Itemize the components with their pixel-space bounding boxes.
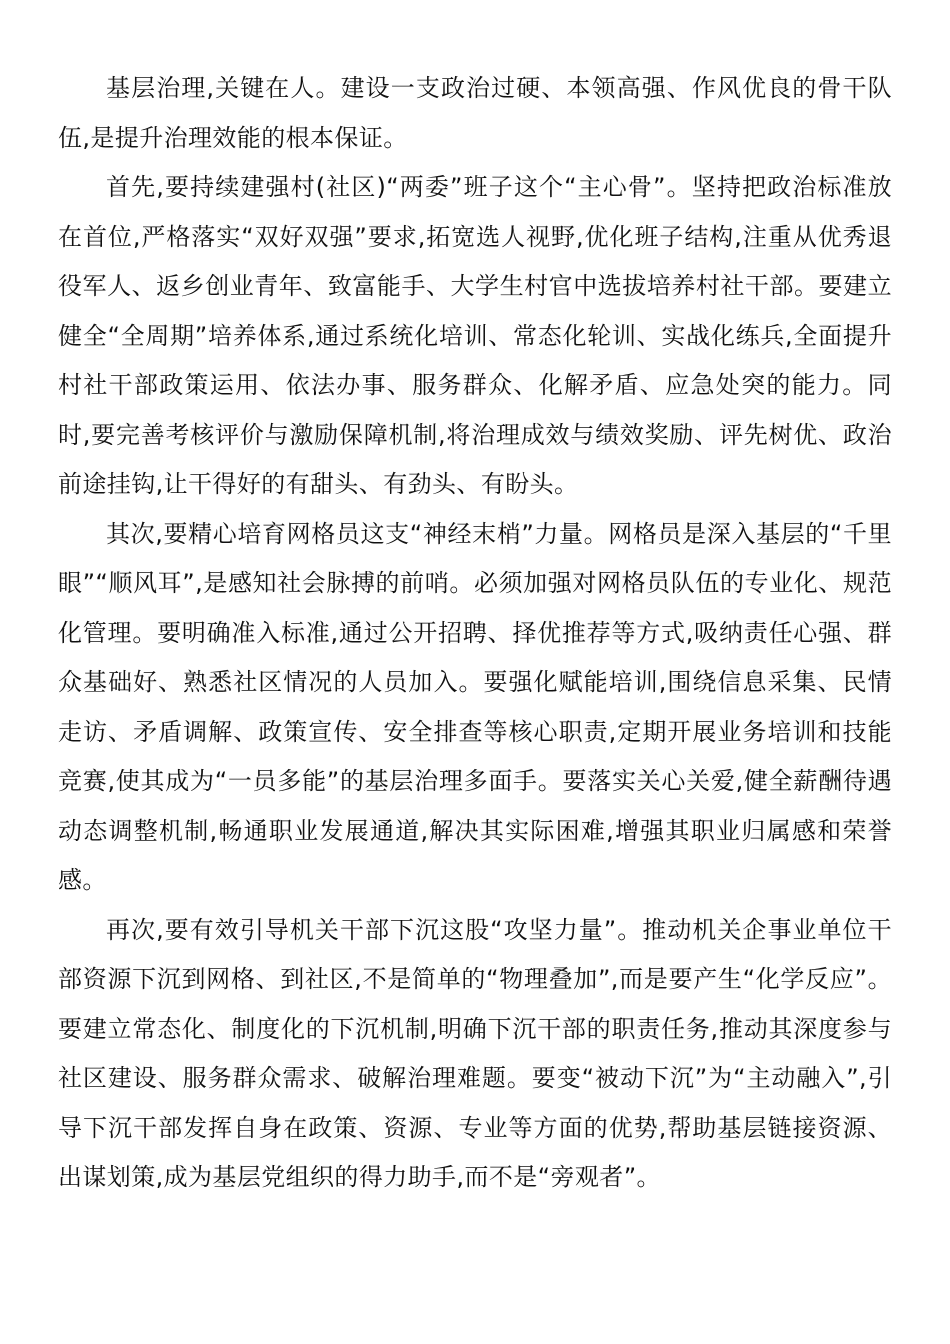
paragraph-intro: 基层治理,关键在人。建设一支政治过硬、本领高强、作风优良的骨干队伍,是提升治理效能的根本保证。 (58, 74, 892, 152)
document-body (58, 64, 892, 1203)
paragraph-first: 首先,要持续建强村(社区)“两委”班子这个“主心骨”。坚持把政治标准放在首位,严格落实“双好双强”要求,拓宽选人视野,优化班子结构,注重从优秀退役军人、返乡创业青年、致富能手、大学生村官中选拔培养村社干部。要建立健全“全周期”培养体系,通过系统化培训、常态化轮训、实战化练兵,全面提升村社干部政策运用、依法办事、服务群众、化解矛盾、应急处突的能力。同时,要完善考核评价与激励保障机制,将治理成效与绩效奖励、评先树优、政治前途挂钩,让干得好的有甜头、有劲头、有盼头。 (58, 173, 892, 498)
paragraph-second: 其次,要精心培育网格员这支“神经末梢”力量。网格员是深入基层的“千里眼”“顺风耳”,是感知社会脉搏的前哨。必须加强对网格员队伍的专业化、规范化管理。要明确准入标准,通过公开招聘、择优推荐等方式,吸纳责任心强、群众基础好、熟悉社区情况的人员加入。要强化赋能培训,围绕信息采集、民情走访、矛盾调解、政策宣传、安全排查等核心职责,定期开展业务培训和技能竞赛,使其成为“一员多能”的基层治理多面手。要落实关心关爱,健全薪酬待遇动态调整机制,畅通职业发展通道,解决其实际困难,增强其职业归属感和荣誉感。 (58, 519, 892, 894)
paragraph-third: 再次,要有效引导机关干部下沉这股“攻坚力量”。推动机关企事业单位干部资源下沉到网格、到社区,不是简单的“物理叠加”,而是要产生“化学反应”。要建立常态化、制度化的下沉机制,明确下沉干部的职责任务,推动其深度参与社区建设、服务群众需求、破解治理难题。要变“被动下沉”为“主动融入”,引导下沉干部发挥自身在政策、资源、专业等方面的优势,帮助基层链接资源、出谋划策,成为基层党组织的得力助手,而不是“旁观者”。 (58, 915, 892, 1191)
